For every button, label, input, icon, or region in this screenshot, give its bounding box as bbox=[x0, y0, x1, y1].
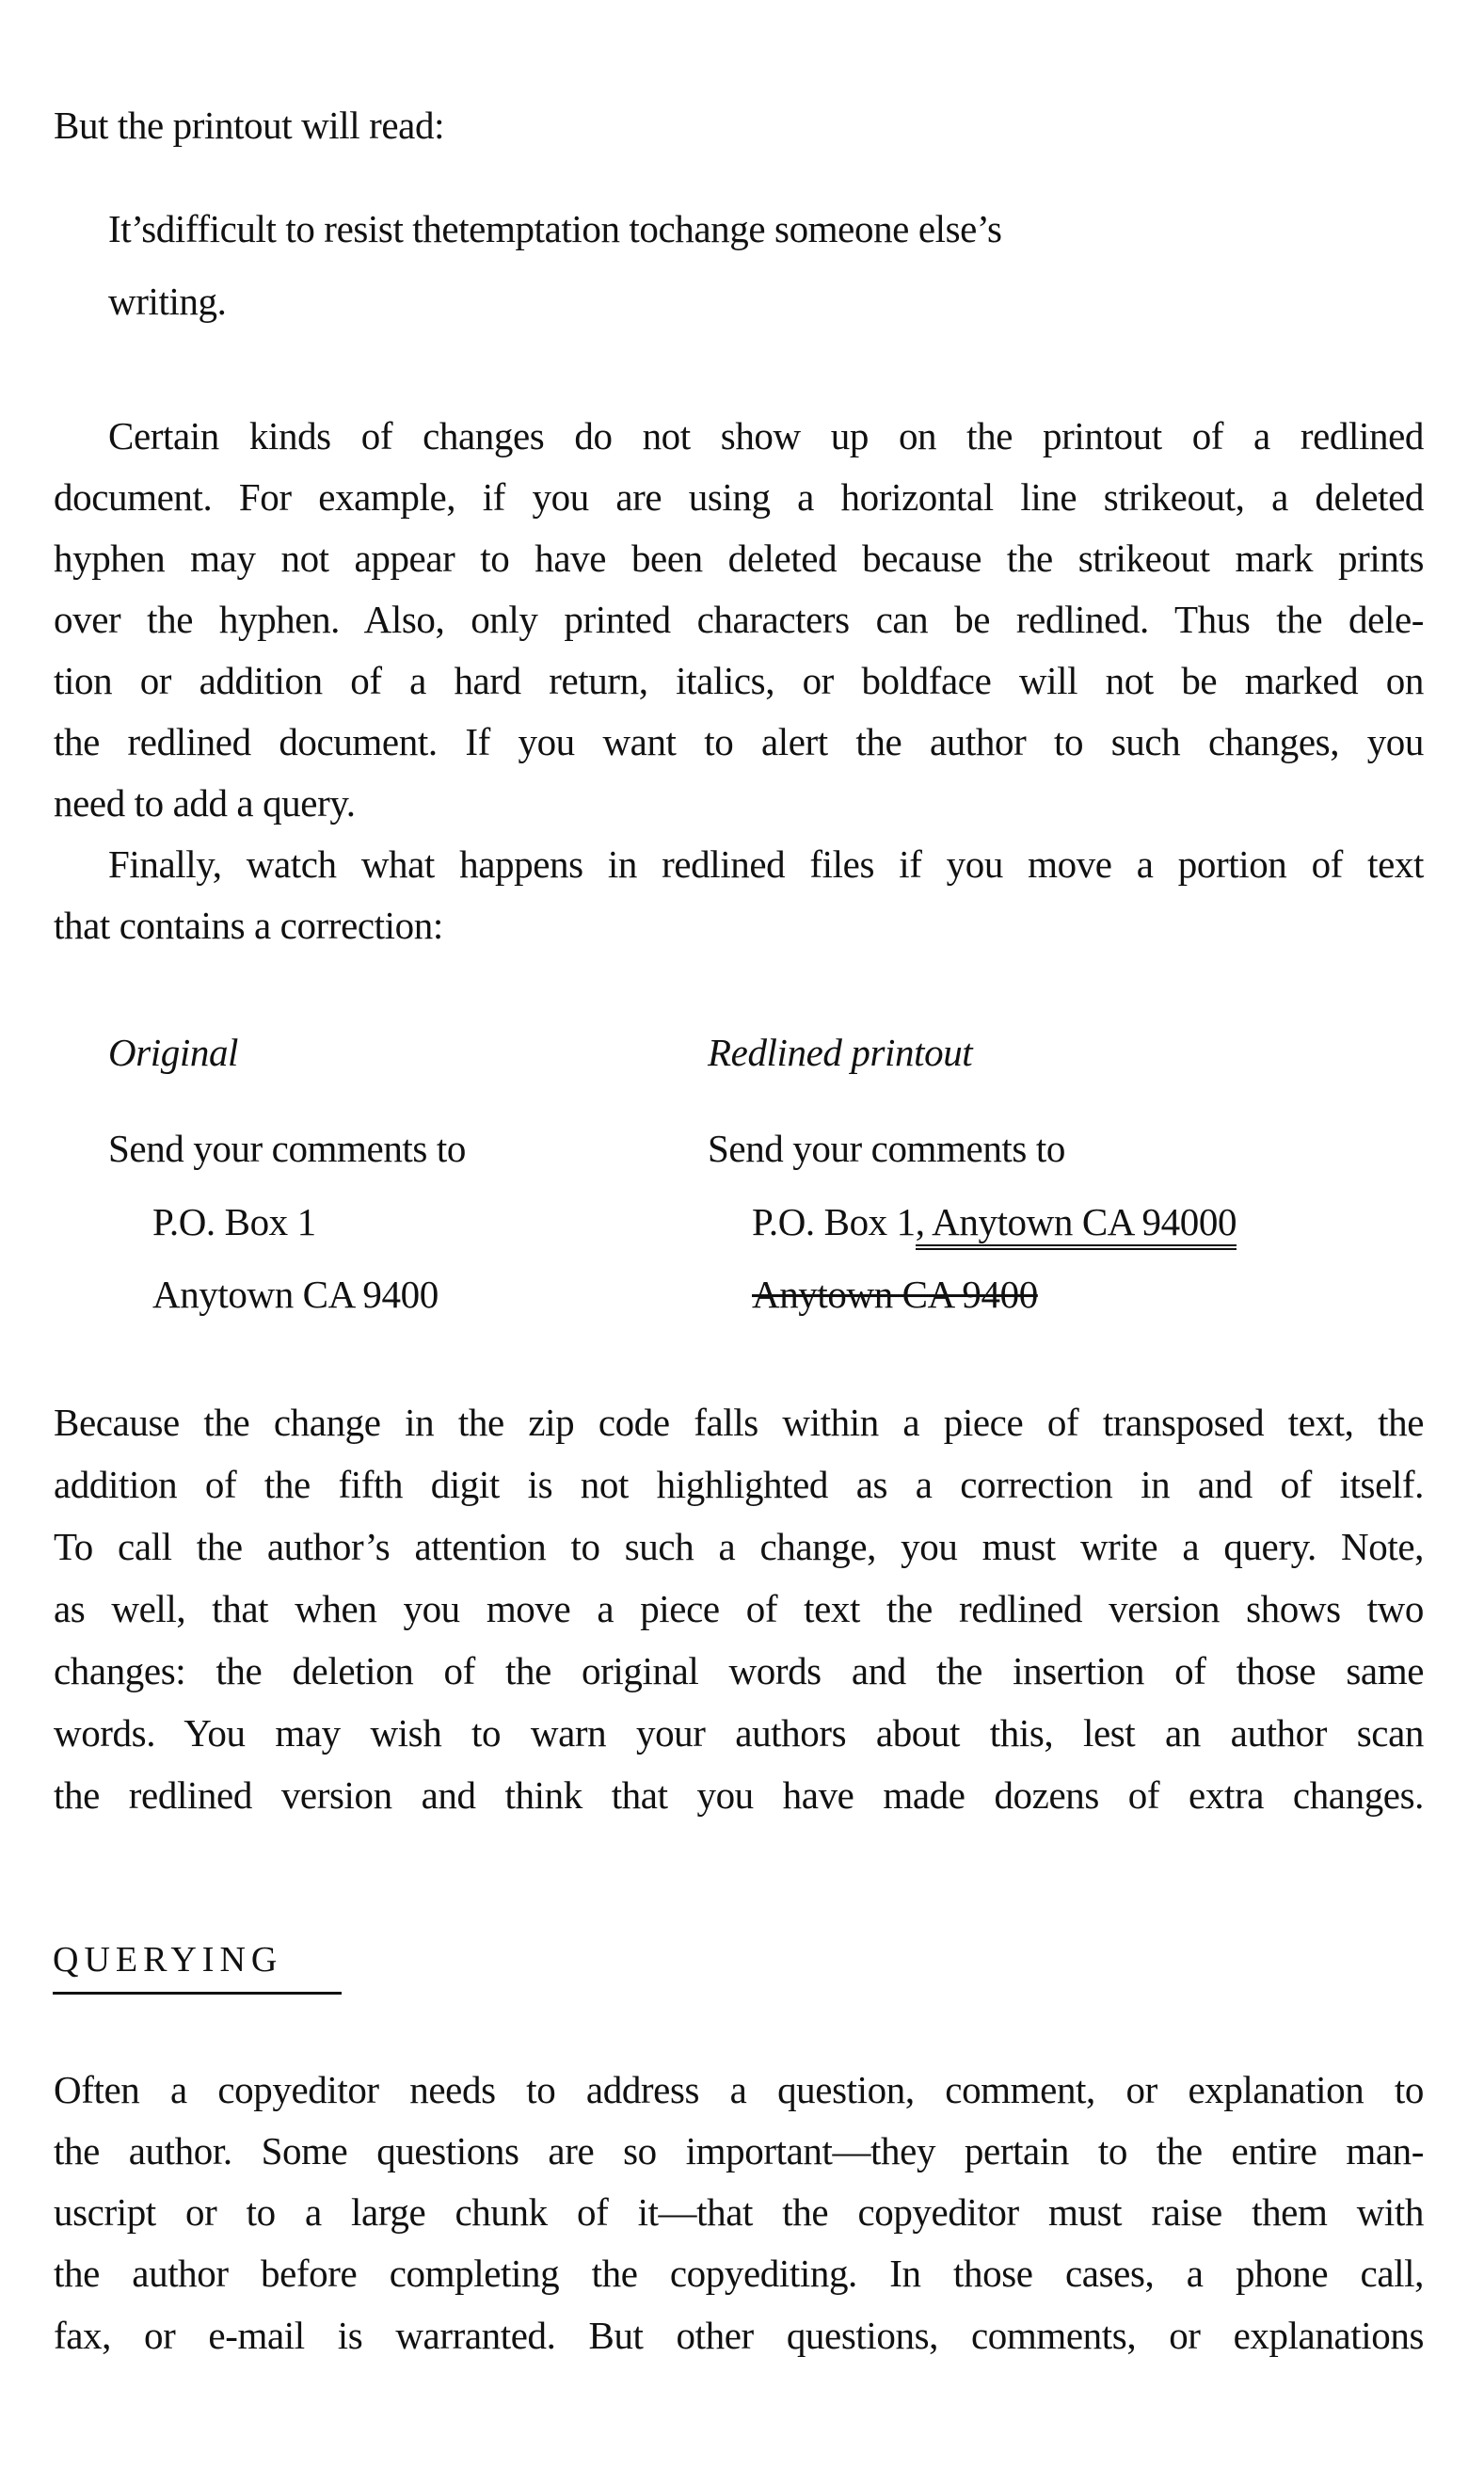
original-line: Anytown CA 9400 bbox=[152, 1273, 439, 1316]
paragraph-line: that contains a correction: bbox=[54, 904, 443, 947]
paragraph-line: uscript or to a large chunk of it—that the copyeditor must raise them with bbox=[54, 2190, 1424, 2234]
redlined-line bbox=[752, 1275, 1038, 1314]
paragraph-line: the redlined document. If you want to alert the author to such changes, you bbox=[54, 720, 1424, 763]
paragraph-line: changes: the deletion of the original words and the insertion of those same bbox=[54, 1649, 1424, 1692]
original-line: P.O. Box 1 bbox=[152, 1200, 316, 1243]
paragraph-line: Often a copyeditor needs to address a question, comment, or explanation to bbox=[54, 2068, 1424, 2111]
original-heading: Original bbox=[108, 1031, 239, 1074]
redlined-unchanged-text: P.O. Box 1 bbox=[752, 1200, 916, 1243]
paragraph-line: over the hyphen. Also, only printed characters can be redlined. Thus the dele- bbox=[54, 598, 1424, 641]
intro-text: But the printout will read: bbox=[54, 104, 445, 147]
paragraph-line: Because the change in the zip code falls within a piece of transposed text, the bbox=[54, 1401, 1424, 1444]
paragraph-line: tion or addition of a hard return, italics, or boldface will not be marked on bbox=[54, 659, 1424, 702]
quote-line: writing. bbox=[108, 280, 227, 323]
redlined-heading: Redlined printout bbox=[708, 1031, 973, 1074]
paragraph-line: hyphen may not appear to have been deleted because the strikeout mark prints bbox=[54, 537, 1424, 580]
paragraph-line: Certain kinds of changes do not show up on the printout of a redlined bbox=[108, 414, 1424, 457]
paragraph-line: the redlined version and think that you have made dozens of extra changes. bbox=[54, 1773, 1424, 1817]
paragraph-line: words. You may wish to warn your authors about this, lest an author scan bbox=[54, 1711, 1424, 1755]
paragraph-line: as well, that when you move a piece of text the redlined version shows two bbox=[54, 1587, 1424, 1630]
redlined-line: Send your comments to bbox=[708, 1127, 1065, 1170]
paragraph-line: fax, or e-mail is warranted. But other questions, comments, or explanations bbox=[54, 2314, 1424, 2357]
redlined-inserted-text: , Anytown CA 94000 bbox=[916, 1200, 1237, 1250]
original-line: Send your comments to bbox=[108, 1127, 466, 1170]
paragraph-line: need to add a query. bbox=[54, 781, 356, 825]
section-heading: QUERYING bbox=[53, 1940, 283, 1980]
quote-line: It’sdifficult to resist thetemptation tochange someone else’s bbox=[108, 207, 1002, 250]
paragraph-line: the author. Some questions are so important—they pertain to the entire man- bbox=[54, 2129, 1424, 2172]
paragraph-line: document. For example, if you are using a horizontal line strikeout, a deleted bbox=[54, 475, 1424, 519]
paragraph-line: addition of the fifth digit is not highlighted as a correction in and of itself. bbox=[54, 1463, 1424, 1506]
paragraph-line: the author before completing the copyediting. In those cases, a phone call, bbox=[54, 2252, 1424, 2295]
paragraph-line: To call the author’s attention to such a change, you must write a query. Note, bbox=[54, 1525, 1424, 1568]
paragraph-line: Finally, watch what happens in redlined files if you move a portion of text bbox=[108, 842, 1424, 886]
section-heading-rule bbox=[53, 1992, 342, 1995]
redlined-line bbox=[752, 1200, 1237, 1243]
redlined-deleted-text: Anytown CA 9400 bbox=[752, 1273, 1038, 1316]
